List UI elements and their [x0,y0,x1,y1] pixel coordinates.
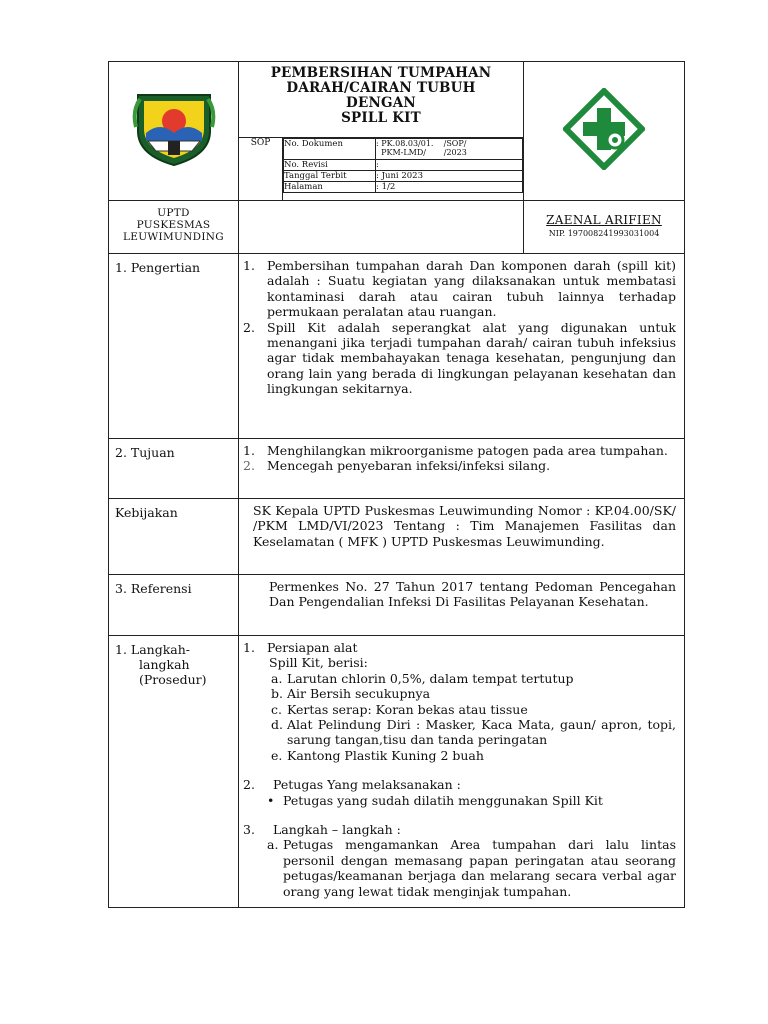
section-pengertian [109,254,685,439]
meta-row-dokumen [284,138,523,159]
list-item: 2. Mencegah penyebaran infeksi/infeksi silang. [243,458,551,474]
section-referensi [109,575,685,636]
majalengka-logo-icon [132,91,216,167]
list-item: c. Kertas serap: Koran bekas atau tissue [271,701,528,717]
signature-block [524,201,685,254]
section-content [239,636,685,908]
list-item: d. Alat Pelindung Diri : Masker, Kaca Mata, gaun/ apron, topi, sarung tangan,tisu dan tanda peringatan [271,717,676,748]
section-tujuan [109,439,685,499]
section-label: 2. Tujuan [109,439,239,499]
meta-key: Halaman [284,181,376,192]
title-block [239,62,524,138]
step-heading: 3. Langkah – langkah : [243,822,401,838]
section-label: 1. Langkah- langkah (Prosedur) [109,636,239,908]
bullet-icon: • [267,792,275,808]
meta-row-tanggal [284,170,523,181]
section-content [239,439,685,499]
sop-table [108,61,685,908]
list-item: • Petugas yang sudah dilatih menggunakan Spill Kit [267,792,603,808]
meta-value: : Juni 2023 [376,170,523,181]
regency-logo-cell [109,62,239,201]
puskesmas-logo-icon [563,88,645,170]
step-intro: Spill Kit, berisi: [269,655,368,671]
list-item: 1. Pembersihan tumpahan darah Dan komponen darah (spill kit) adalah : Suatu kegiatan yang dilaksanakan untuk membatasi kontaminasi darah atau cairan tubuh lainnya terhadap permukaan peralatan atau ruangan. [243,258,676,320]
list-item: 2. Spill Kit adalah seperangkat alat yang digunakan untuk menangani jika terjadi tumpahan darah/ cairan tubuh infeksius agar tidak membahayakan tenaga kesehatan, pengunjung dan orang lain yang berada di lingkungan pelayanan kesehatan dan lingkungan sekitarnya. [243,319,676,397]
meta-block [283,137,524,200]
list-item: a. Petugas mengamankan Area tumpahan dari lalu lintas personil dengan memasang papan peringatan atau seorang petugas/keamanan berjaga dan melarang secara verbal agar orang yang lewat tidak menginjak tumpahan. [267,837,676,899]
meta-value: : 1/2 [376,181,523,192]
list-item: e. Kantong Plastik Kuning 2 buah [271,747,484,763]
document-title: PEMBERSIHAN TUMPAHAN DARAH/CAIRAN TUBUH DENGAN SPILL KIT [270,65,492,126]
signer-name: ZAENAL ARIFIEN [546,213,662,227]
organization-name: UPTD PUSKESMAS LEUWIMUNDING [109,201,239,254]
sop-document [108,61,684,945]
sop-label: SOP [239,137,283,200]
section-label: 1. Pengertian [109,254,239,439]
section-prosedur [109,636,685,908]
meta-row-halaman [284,181,523,192]
signer-nip: NIP. 197008241993031004 [548,229,660,238]
section-label: 3. Referensi [109,575,239,636]
meta-key: No. Dokumen [284,138,376,159]
list-item: a. Larutan chlorin 0,5%, dalam tempat tertutup [271,670,574,686]
section-content [239,254,685,439]
step-heading: 1. Persiapan alat [243,640,358,655]
meta-key: No. Revisi [284,159,376,170]
section-label: Kebijakan [109,499,239,575]
meta-key: Tanggal Terbit [284,170,376,181]
section-kebijakan [109,499,685,575]
section-content: Permenkes No. 27 Tahun 2017 tentang Pedoman Pencegahan Dan Pengendalian Infeksi Di Fasilitas Pelayanan Kesehatan. [239,575,685,636]
meta-value: : [376,159,523,170]
meta-table [283,138,523,193]
list-item: 1. Menghilangkan mikroorganisme patogen pada area tumpahan. [243,443,668,458]
section-content: SK Kepala UPTD Puskesmas Leuwimunding Nomor : KP.04.00/SK/ /PKM LMD/VI/2023 Tentang : Tim Manajemen Fasilitas dan Keselamatan ( MFK ) UPTD Puskesmas Leuwimunding. [239,499,685,575]
meta-value: : PK.08.03/01. /SOP/ PKM-LMD/ /2023 [376,138,523,159]
puskesmas-logo-cell [524,62,685,201]
step-heading: 2. Petugas Yang melaksanakan : [243,777,461,793]
meta-row-revisi [284,159,523,170]
blank-cell [239,201,524,254]
list-item: b. Air Bersih secukupnya [271,686,431,702]
